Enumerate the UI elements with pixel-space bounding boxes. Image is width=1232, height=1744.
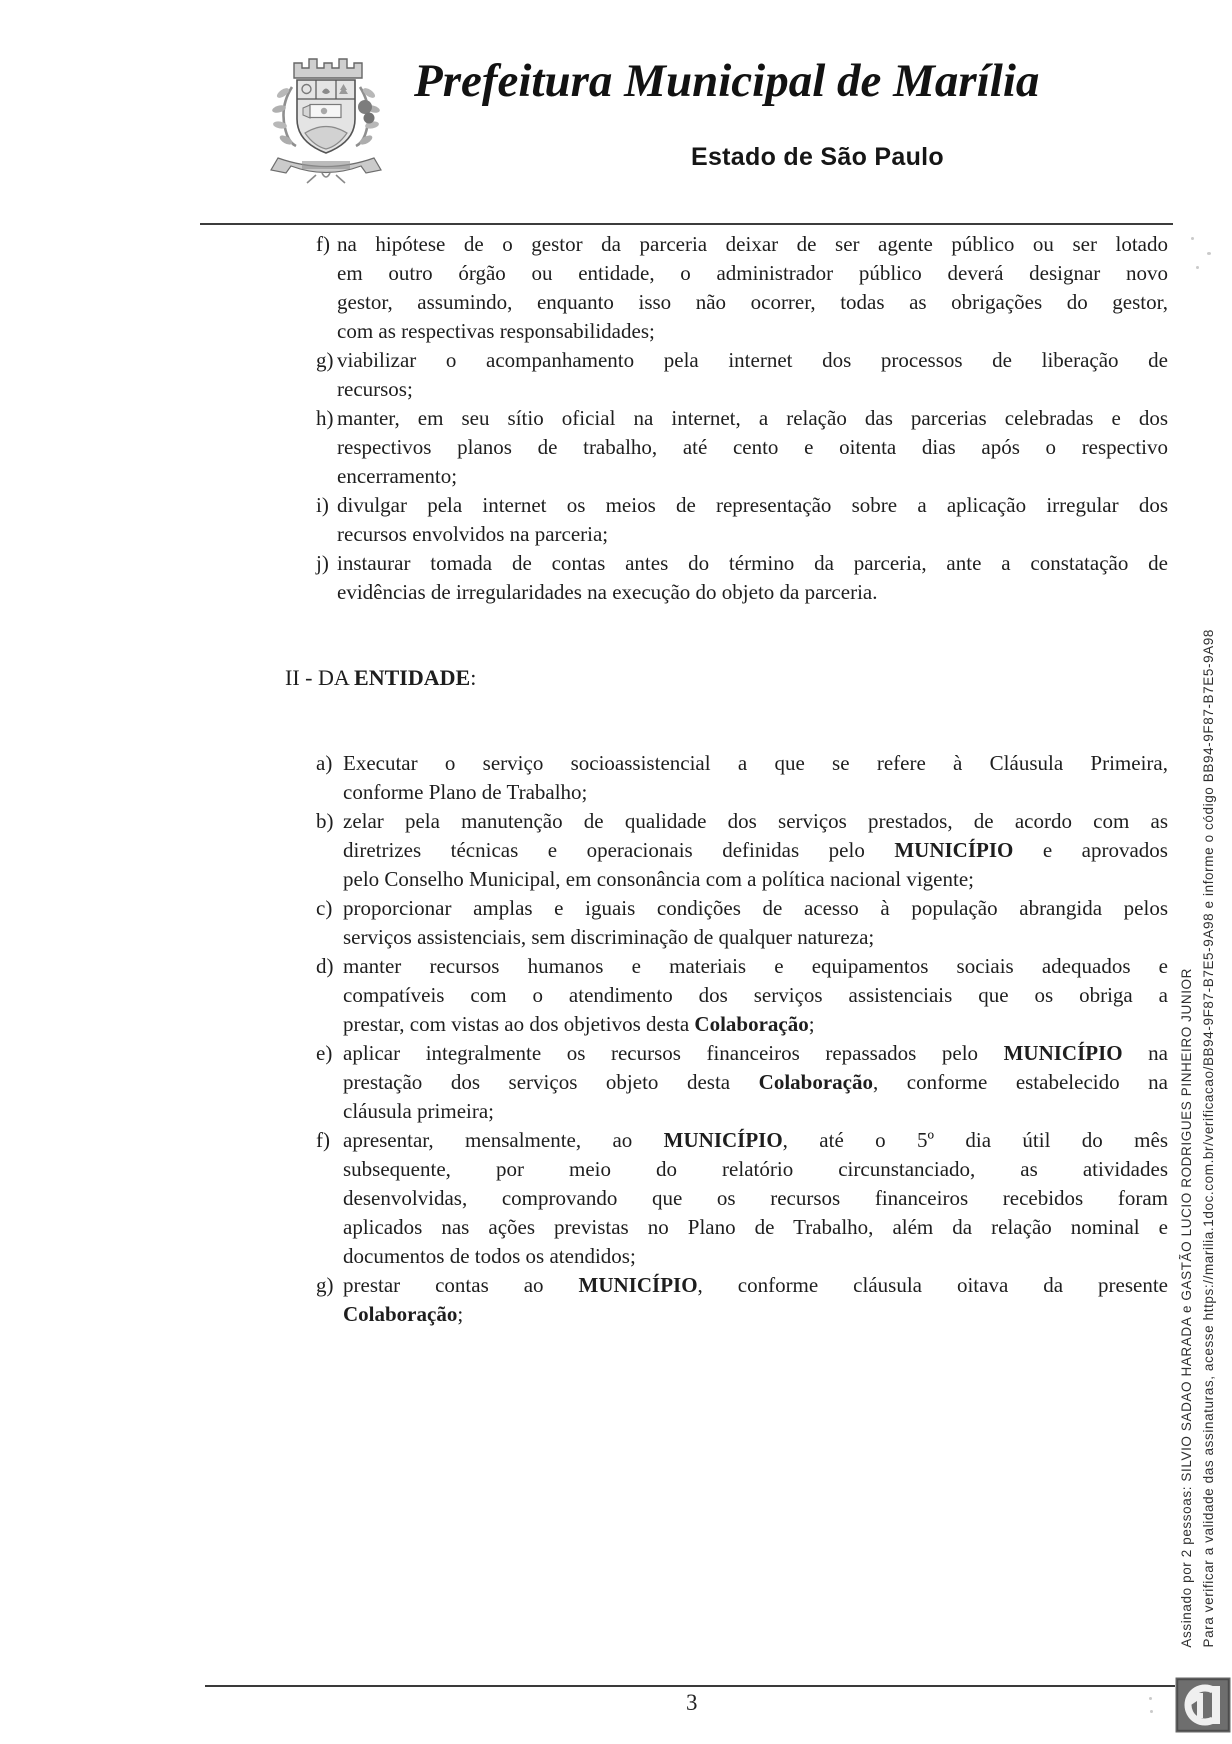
text-line: Colaboração; <box>343 1302 464 1326</box>
item-marker: j) <box>316 551 329 575</box>
text-line: desenvolvidas, comprovando que os recursos financeiros recebidos foram <box>343 1186 1168 1210</box>
text-line: evidências de irregularidades na execução do objeto da parceria. <box>337 580 878 604</box>
list-item <box>316 894 1168 952</box>
text-line: prestar, com vistas ao dos objetivos desta Colaboração; <box>343 1012 815 1036</box>
text-line: cláusula primeira; <box>343 1099 495 1123</box>
signature-line: Assinado por 2 pessoas: SILVIO SADAO HARADA e GASTÃO LUCIO RODRIGUES PINHEIRO JUNIOR <box>1179 968 1194 1648</box>
text-line: gestor, assumindo, enquanto isso não ocorrer, todas as obrigações do gestor, <box>337 290 1168 314</box>
1doc-stamp-icon <box>1175 1677 1231 1733</box>
item-marker: b) <box>316 809 334 833</box>
text-line: documentos de todos os atendidos; <box>343 1244 636 1268</box>
text-line: diretrizes técnicas e operacionais definidas pelo MUNICÍPIO e aprovados <box>343 838 1168 862</box>
text-line: aplicados nas ações previstas no Plano de Trabalho, além da relação nominal e <box>343 1215 1168 1239</box>
verification-line: Para verificar a validade das assinaturas, acesse https://marilia.1doc.com.br/verificacao/BB94-9F87-B7E5-9A98 e informe o código BB94-9F87-B7E5-9A98 <box>1201 629 1216 1648</box>
item-marker: f) <box>316 1128 330 1152</box>
list-item <box>316 1126 1168 1271</box>
text-line: conforme Plano de Trabalho; <box>343 780 588 804</box>
text-line: manter, em seu sítio oficial na internet, a relação das parcerias celebradas e dos <box>337 406 1168 430</box>
item-marker: g) <box>316 348 334 372</box>
page-number: 3 <box>686 1690 698 1715</box>
scan-noise <box>1150 1710 1153 1713</box>
footer-divider <box>205 1685 1175 1687</box>
text-line: proporcionar amplas e iguais condições de acesso à população abrangida pelos <box>343 896 1168 920</box>
item-marker: g) <box>316 1273 334 1297</box>
section-heading: II - DA ENTIDADE: <box>285 665 477 690</box>
item-marker: h) <box>316 406 334 430</box>
list-item <box>316 230 1168 346</box>
text-line: com as respectivas responsabilidades; <box>337 319 655 343</box>
document-body <box>285 230 1168 1329</box>
text-line: instaurar tomada de contas antes do término da parceria, ante a constatação de <box>337 551 1168 575</box>
scan-noise <box>1191 237 1194 240</box>
scan-noise <box>1207 252 1211 255</box>
text-line: na hipótese de o gestor da parceria deixar de ser agente público ou ser lotado <box>337 232 1168 256</box>
clause-list-1 <box>316 230 1168 607</box>
text-line: zelar pela manutenção de qualidade dos serviços prestados, de acordo com as <box>343 809 1168 833</box>
page-subtitle: Estado de São Paulo <box>691 143 944 171</box>
list-item <box>316 1271 1168 1329</box>
scan-noise <box>1149 1697 1152 1700</box>
list-item <box>316 346 1168 404</box>
text-line: serviços assistenciais, sem discriminação de qualquer natureza; <box>343 925 875 949</box>
list-item <box>316 1039 1168 1126</box>
list-item <box>316 807 1168 894</box>
list-item <box>316 952 1168 1039</box>
item-marker: d) <box>316 954 334 978</box>
text-line: viabilizar o acompanhamento pela internet dos processos de liberação de <box>337 348 1168 372</box>
text-line: apresentar, mensalmente, ao MUNICÍPIO, até o 5º dia útil do mês <box>343 1128 1168 1152</box>
text-line: manter recursos humanos e materiais e equipamentos sociais adequados e <box>343 954 1168 978</box>
text-line: compatíveis com o atendimento dos serviços assistenciais que os obriga a <box>343 983 1168 1007</box>
list-item <box>316 491 1168 549</box>
text-line: divulgar pela internet os meios de representação sobre a aplicação irregular dos <box>337 493 1168 517</box>
marilia-coat-of-arms-icon <box>252 46 400 188</box>
text-line: prestar contas ao MUNICÍPIO, conforme cláusula oitava da presente <box>343 1273 1168 1297</box>
text-line: aplicar integralmente os recursos financeiros repassados pelo MUNICÍPIO na <box>343 1041 1168 1065</box>
text-line: pelo Conselho Municipal, em consonância com a política nacional vigente; <box>343 867 974 891</box>
text-line: prestação dos serviços objeto desta Colaboração, conforme estabelecido na <box>343 1070 1168 1094</box>
list-item <box>316 404 1168 491</box>
item-marker: a) <box>316 751 333 775</box>
header-divider <box>200 223 1173 225</box>
text-line: em outro órgão ou entidade, o administrador público deverá designar novo <box>337 261 1168 285</box>
text-line: recursos envolvidos na parceria; <box>337 522 609 546</box>
text-line: encerramento; <box>337 464 458 488</box>
list-item <box>316 549 1168 607</box>
item-marker: i) <box>316 493 329 517</box>
text-line: subsequente, por meio do relatório circunstanciado, as atividades <box>343 1157 1168 1181</box>
text-line: respectivos planos de trabalho, até cento e oitenta dias após o respectivo <box>337 435 1168 459</box>
item-marker: e) <box>316 1041 333 1065</box>
text-line: recursos; <box>337 377 413 401</box>
page-title: Prefeitura Municipal de Marília <box>414 55 1040 107</box>
text-line: Executar o serviço socioassistencial a que se refere à Cláusula Primeira, <box>343 751 1168 775</box>
list-item <box>316 749 1168 807</box>
item-marker: c) <box>316 896 333 920</box>
item-marker: f) <box>316 232 330 256</box>
clause-list-2 <box>316 749 1168 1329</box>
scan-noise <box>1196 266 1199 269</box>
